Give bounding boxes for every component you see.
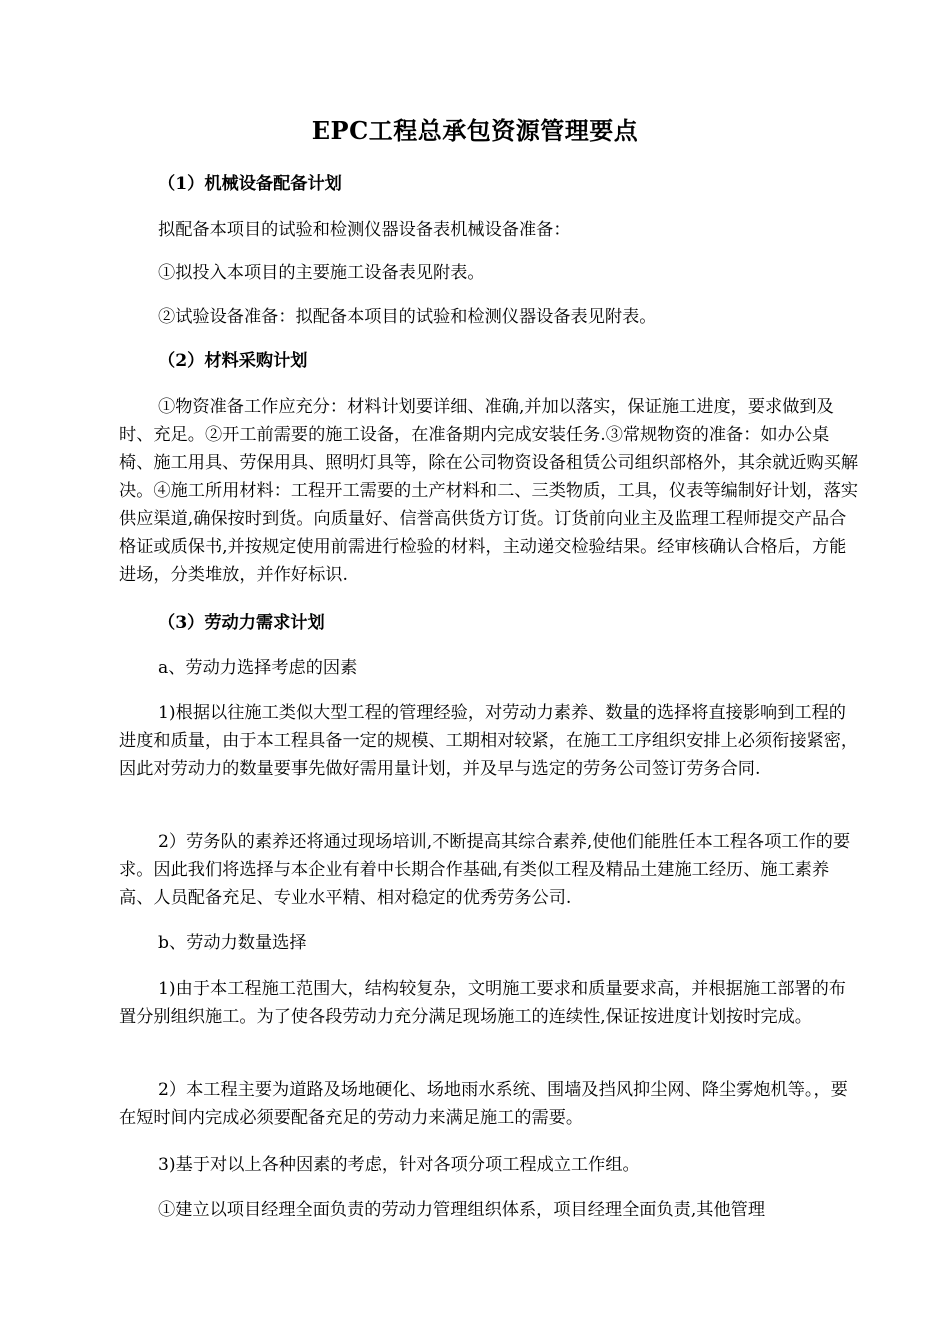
paragraph-labor-quantity (158, 929, 858, 957)
paragraph-labor-scope (119, 975, 859, 1031)
heading-text: （3）劳动力需求计划 (158, 613, 325, 633)
section-heading-machinery (158, 170, 858, 198)
paragraph-work-groups (158, 1151, 858, 1179)
heading-text: （2）材料采购计划 (158, 351, 308, 371)
heading-text: （1）机械设备配备计划 (158, 174, 342, 194)
paragraph-test-equipment (158, 303, 858, 331)
paragraph-text: ②试验设备准备：拟配备本项目的试验和检测仪器设备表见附表。 (158, 307, 657, 327)
paragraph-text: 2）劳务队的素养还将通过现场培训,不断提高其综合素养,使他们能胜任本工程各项工作的要求。因此我们将选择与本企业有着中长期合作基础,有类似工程及精品土建施工经历、施工素养高、人员配备充足、专业水平精、相对稳定的优秀劳务公司. (119, 832, 851, 908)
paragraph-text: ①物资准备工作应充分：材料计划要详细、准确,并加以落实，保证施工进度，要求做到及时、充足。②开工前需要的施工设备，在准备期内完成安装任务.③常规物资的准备：如办公桌椅、施工用具、劳保用具、照明灯具等，除在公司物资设备租赁公司组织部格外，其余就近购买解决。④施工所用材料：工程开工需要的土产材料和二、三类物质，工具，仪表等编制好计划，落实供应渠道,确保按时到货。向质量好、信誉高供货方订货。订货前向业主及监理工程师提交产品合格证或质保书,并按规定使用前需进行检验的材料，主动递交检验结果。经审核确认合格后，方能进场，分类堆放，并作好标识. (119, 397, 859, 585)
paragraph-main-equipment (158, 259, 858, 287)
document-title: EPC工程总承包资源管理要点 (311, 116, 639, 145)
section-heading-materials (158, 347, 858, 375)
section-heading-labor (158, 609, 858, 637)
paragraph-text: 3)基于对以上各种因素的考虑，针对各项分项工程成立工作组。 (158, 1155, 640, 1175)
paragraph-text: 2）本工程主要为道路及场地硬化、场地雨水系统、围墙及挡风抑尘网、降尘雾炮机等。，要在短时间内完成必须要配备充足的劳动力来满足施工的需要。 (119, 1080, 848, 1128)
paragraph-text: 1)由于本工程施工范围大，结构较复杂，文明施工要求和质量要求高，并根据施工部署的布置分别组织施工。为了使各段劳动力充分满足现场施工的连续性,保证按进度计划按时完成。 (119, 979, 846, 1027)
paragraph-text: b、劳动力数量选择 (158, 933, 307, 953)
paragraph-management-system (158, 1196, 858, 1224)
paragraph-text: ①建立以项目经理全面负责的劳动力管理组织体系，项目经理全面负责,其他管理 (158, 1200, 766, 1220)
paragraph-labor-factors (158, 654, 858, 682)
paragraph-text: 拟配备本项目的试验和检测仪器设备表机械设备准备： (158, 220, 571, 240)
paragraph-text: 1)根据以往施工类似大型工程的管理经验，对劳动力素养、数量的选择将直接影响到工程的进度和质量，由于本工程具备一定的规模、工期相对较紧，在施工工序组织安排上必须衔接紧密，因此对劳动力的数量要事先做好需用量计划，并及早与选定的劳务公司签订劳务合同. (119, 703, 859, 779)
paragraph-text: a、劳动力选择考虑的因素 (158, 658, 358, 678)
paragraph-labor-quality (119, 828, 859, 912)
paragraph-text: ①拟投入本项目的主要施工设备表见附表。 (158, 263, 485, 283)
paragraph-materials-plan (119, 393, 859, 589)
paragraph-labor-experience (119, 699, 859, 783)
paragraph-labor-works (119, 1076, 859, 1132)
paragraph-equipment-intro (158, 216, 858, 244)
